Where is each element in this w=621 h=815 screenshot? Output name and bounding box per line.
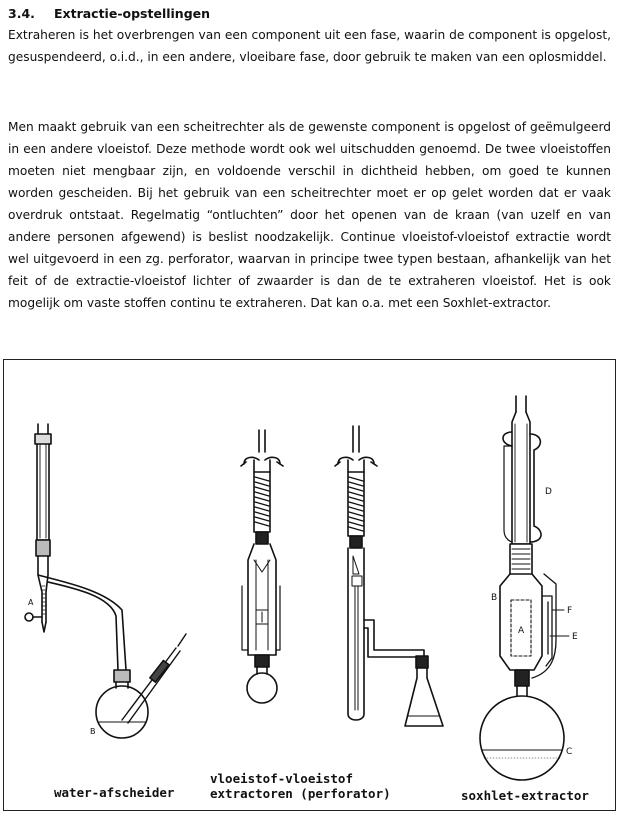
extraction-setups-figure [3, 359, 616, 811]
perforator-light-apparatus [241, 430, 283, 703]
paragraph-intro: Extraheren is het overbrengen van een component uit een fase, waarin de component is opgelost, gesuspendeerd, o.i.d., in een andere, vloeibare fase, door gebruik te maken van een oplosmiddel. [8, 28, 611, 64]
caption-perforator-line2: extractoren (perforator) [210, 786, 391, 801]
caption-soxhlet: soxhlet-extractor [461, 788, 589, 803]
water-separator-apparatus [25, 424, 186, 738]
caption-water-separator: water-afscheider [54, 785, 175, 800]
perforator-heavy-apparatus [335, 426, 443, 726]
soxhlet-apparatus [480, 396, 578, 780]
svg-text:C: C [566, 747, 573, 757]
apparatus-drawing [4, 360, 614, 809]
svg-text:E: E [572, 632, 578, 642]
caption-perforator-line1: vloeistof-vloeistof [210, 771, 353, 786]
svg-text:A: A [28, 598, 34, 607]
svg-text:B: B [90, 727, 96, 736]
svg-text:B: B [491, 593, 498, 603]
paragraph-methods: Men maakt gebruik van een scheitrechter als de gewenste component is opgelost of geëmulgeerd in een andere vloeistof. Deze methode wordt ook wel uitschudden genoemd. De twee vloeistoffen moeten niet mengbaar zijn, en voldoende verschil in dichtheid hebben, om goed te kunnen worden gescheiden. Bij het gebruik van een scheitrechter moet er op gelet worden dat er vaak overdruk ontstaat. Regelmatig “ontluchten” door het openen van de kraan (van uzelf en van andere personen afgewend) is beslist noodzakelijk. Continue vloeistof-vloeistof extractie wordt wel uitgevoerd in een zg. perforator, waarvan in principe twee typen bestaan, afhankelijk van het feit of de extractie-vloeistof lichter of zwaarder is dan de te extraheren vloeistof. Het is ook mogelijk om vaste stoffen continu te extraheren. Dat kan o.a. met een Soxhlet-extractor. [8, 120, 611, 310]
section-heading [8, 6, 210, 21]
svg-text:A: A [518, 626, 525, 636]
section-title: Extractie-opstellingen [54, 6, 211, 21]
svg-text:D: D [545, 487, 552, 497]
section-number: 3.4. [8, 6, 35, 21]
svg-text:F: F [567, 606, 573, 616]
caption-perforator [210, 771, 391, 801]
